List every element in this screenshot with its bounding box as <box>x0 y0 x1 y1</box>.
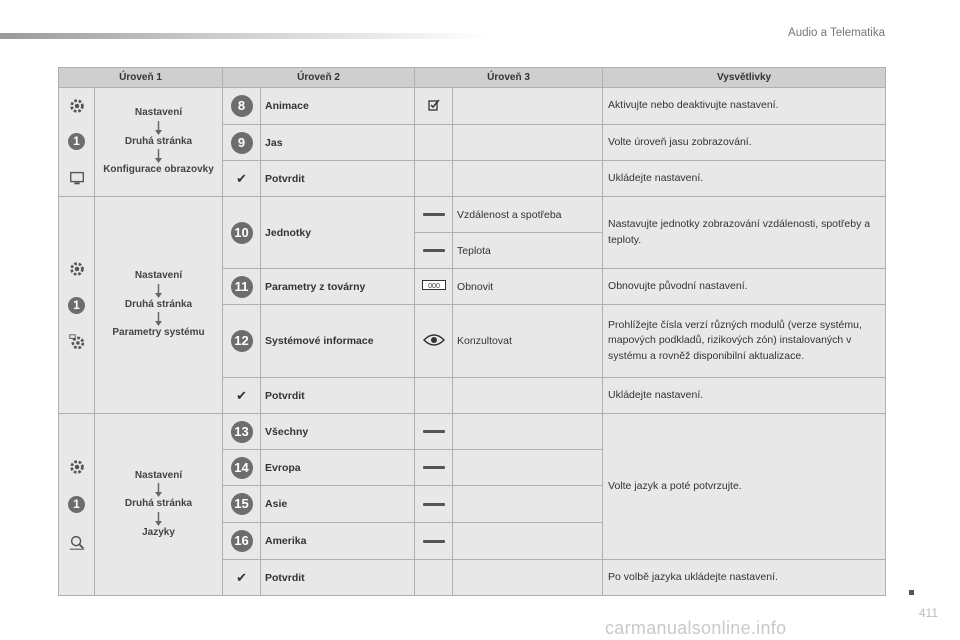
step-number-badge: 13 <box>231 421 253 443</box>
level3-label: Konzultovat <box>453 305 603 378</box>
arrow-down-icon <box>154 512 163 526</box>
explanation: Volte jazyk a poté potvrzujte. <box>603 414 886 560</box>
step-number-badge: 16 <box>231 530 253 552</box>
column-header: Vysvětlivky <box>603 68 886 88</box>
step-number-badge: 14 <box>231 457 253 479</box>
confirm-check-icon: ✔ <box>236 387 247 403</box>
nav-step: Nastavení <box>134 107 183 119</box>
step-number-badge: 10 <box>231 222 253 244</box>
dash-icon <box>423 213 445 216</box>
arrow-down-icon <box>154 284 163 298</box>
level3-label: Vzdálenost a spotřeba <box>453 197 603 233</box>
group-navigation <box>95 197 223 414</box>
section-title: Audio a Telematika <box>788 27 885 39</box>
watermark: carmanualsonline.info <box>605 618 787 638</box>
step-number-badge: 9 <box>231 132 253 154</box>
column-header: Úroveň 1 <box>59 68 223 88</box>
level-1-badge: 1 <box>68 496 85 513</box>
dash-icon <box>423 430 445 433</box>
explanation: Ukládejte nastavení. <box>603 161 886 197</box>
level-1-badge: 1 <box>68 297 85 314</box>
nav-step: Nastavení <box>134 469 183 481</box>
level2-label: Jednotky <box>261 197 415 269</box>
dash-icon <box>423 503 445 506</box>
arrow-down-icon <box>154 121 163 135</box>
level2-label: Potvrdit <box>261 378 415 414</box>
group-icons <box>59 197 95 414</box>
checkbox-icon <box>428 99 440 111</box>
step-number-badge: 11 <box>231 276 253 298</box>
dash-icon <box>423 466 445 469</box>
level2-label: Evropa <box>261 450 415 486</box>
group-icons <box>59 88 95 197</box>
step-number-badge: 12 <box>231 330 253 352</box>
nav-step: Druhá stránka <box>124 135 193 147</box>
settings-table <box>58 67 886 596</box>
column-header: Úroveň 2 <box>223 68 415 88</box>
confirm-check-icon: ✔ <box>236 170 247 186</box>
dash-icon <box>423 249 445 252</box>
nav-step: Nastavení <box>134 270 183 282</box>
table-row <box>59 88 886 125</box>
level2-label: Asie <box>261 486 415 523</box>
level2-label: Animace <box>261 88 415 125</box>
explanation: Ukládejte nastavení. <box>603 378 886 414</box>
reset-icon <box>422 280 446 290</box>
explanation: Volte úroveň jasu zobrazování. <box>603 125 886 161</box>
table-row <box>59 414 886 450</box>
explanation: Aktivujte nebo deaktivujte nastavení. <box>603 88 886 125</box>
level2-label: Všechny <box>261 414 415 450</box>
language-icon <box>68 533 86 551</box>
explanation: Prohlížejte čísla verzí různých modulů (verze systému, mapových podkladů, rizikových zón) instalovaných v systému a rovněž disponibilní aktualizace. <box>603 305 886 378</box>
level2-label: Potvrdit <box>261 161 415 197</box>
dash-icon <box>423 540 445 543</box>
nav-step: Jazyky <box>142 526 175 538</box>
gear-icon <box>68 97 86 115</box>
svg-text:000: 000 <box>427 283 440 290</box>
settings-system-icon <box>68 333 86 351</box>
explanation: Obnovujte původní nastavení. <box>603 269 886 305</box>
arrow-down-icon <box>154 149 163 163</box>
group-icons <box>59 414 95 596</box>
page-number: 411 <box>918 606 938 620</box>
gear-icon <box>68 458 86 476</box>
level2-label: Potvrdit <box>261 560 415 596</box>
level3-label: Teplota <box>453 233 603 269</box>
level2-label: Systémové informace <box>261 305 415 378</box>
nav-step: Parametry systému <box>112 327 205 339</box>
header-bar <box>0 33 490 39</box>
column-header: Úroveň 3 <box>415 68 603 88</box>
explanation: Nastavujte jednotky zobrazování vzdálenosti, spotřeby a teploty. <box>603 197 886 269</box>
step-number-badge: 8 <box>231 95 253 117</box>
group-navigation <box>95 414 223 596</box>
level-1-badge: 1 <box>68 133 85 150</box>
table-header <box>59 68 886 88</box>
step-number-badge: 15 <box>231 493 253 515</box>
level2-label: Parametry z továrny <box>261 269 415 305</box>
nav-step: Druhá stránka <box>124 498 193 510</box>
nav-step: Konfigurace obrazovky <box>103 164 214 176</box>
level2-label: Amerika <box>261 523 415 560</box>
level3-label: Obnovit <box>453 269 603 305</box>
monitor-icon <box>68 169 86 187</box>
nav-step: Druhá stránka <box>124 298 193 310</box>
confirm-check-icon: ✔ <box>236 569 247 585</box>
page-marker <box>909 590 914 595</box>
gear-icon <box>68 260 86 278</box>
arrow-down-icon <box>154 312 163 326</box>
explanation: Po volbě jazyka ukládejte nastavení. <box>603 560 886 596</box>
level2-label: Jas <box>261 125 415 161</box>
eye-icon <box>423 333 445 347</box>
group-navigation <box>95 88 223 197</box>
arrow-down-icon <box>154 483 163 497</box>
table-row <box>59 197 886 233</box>
